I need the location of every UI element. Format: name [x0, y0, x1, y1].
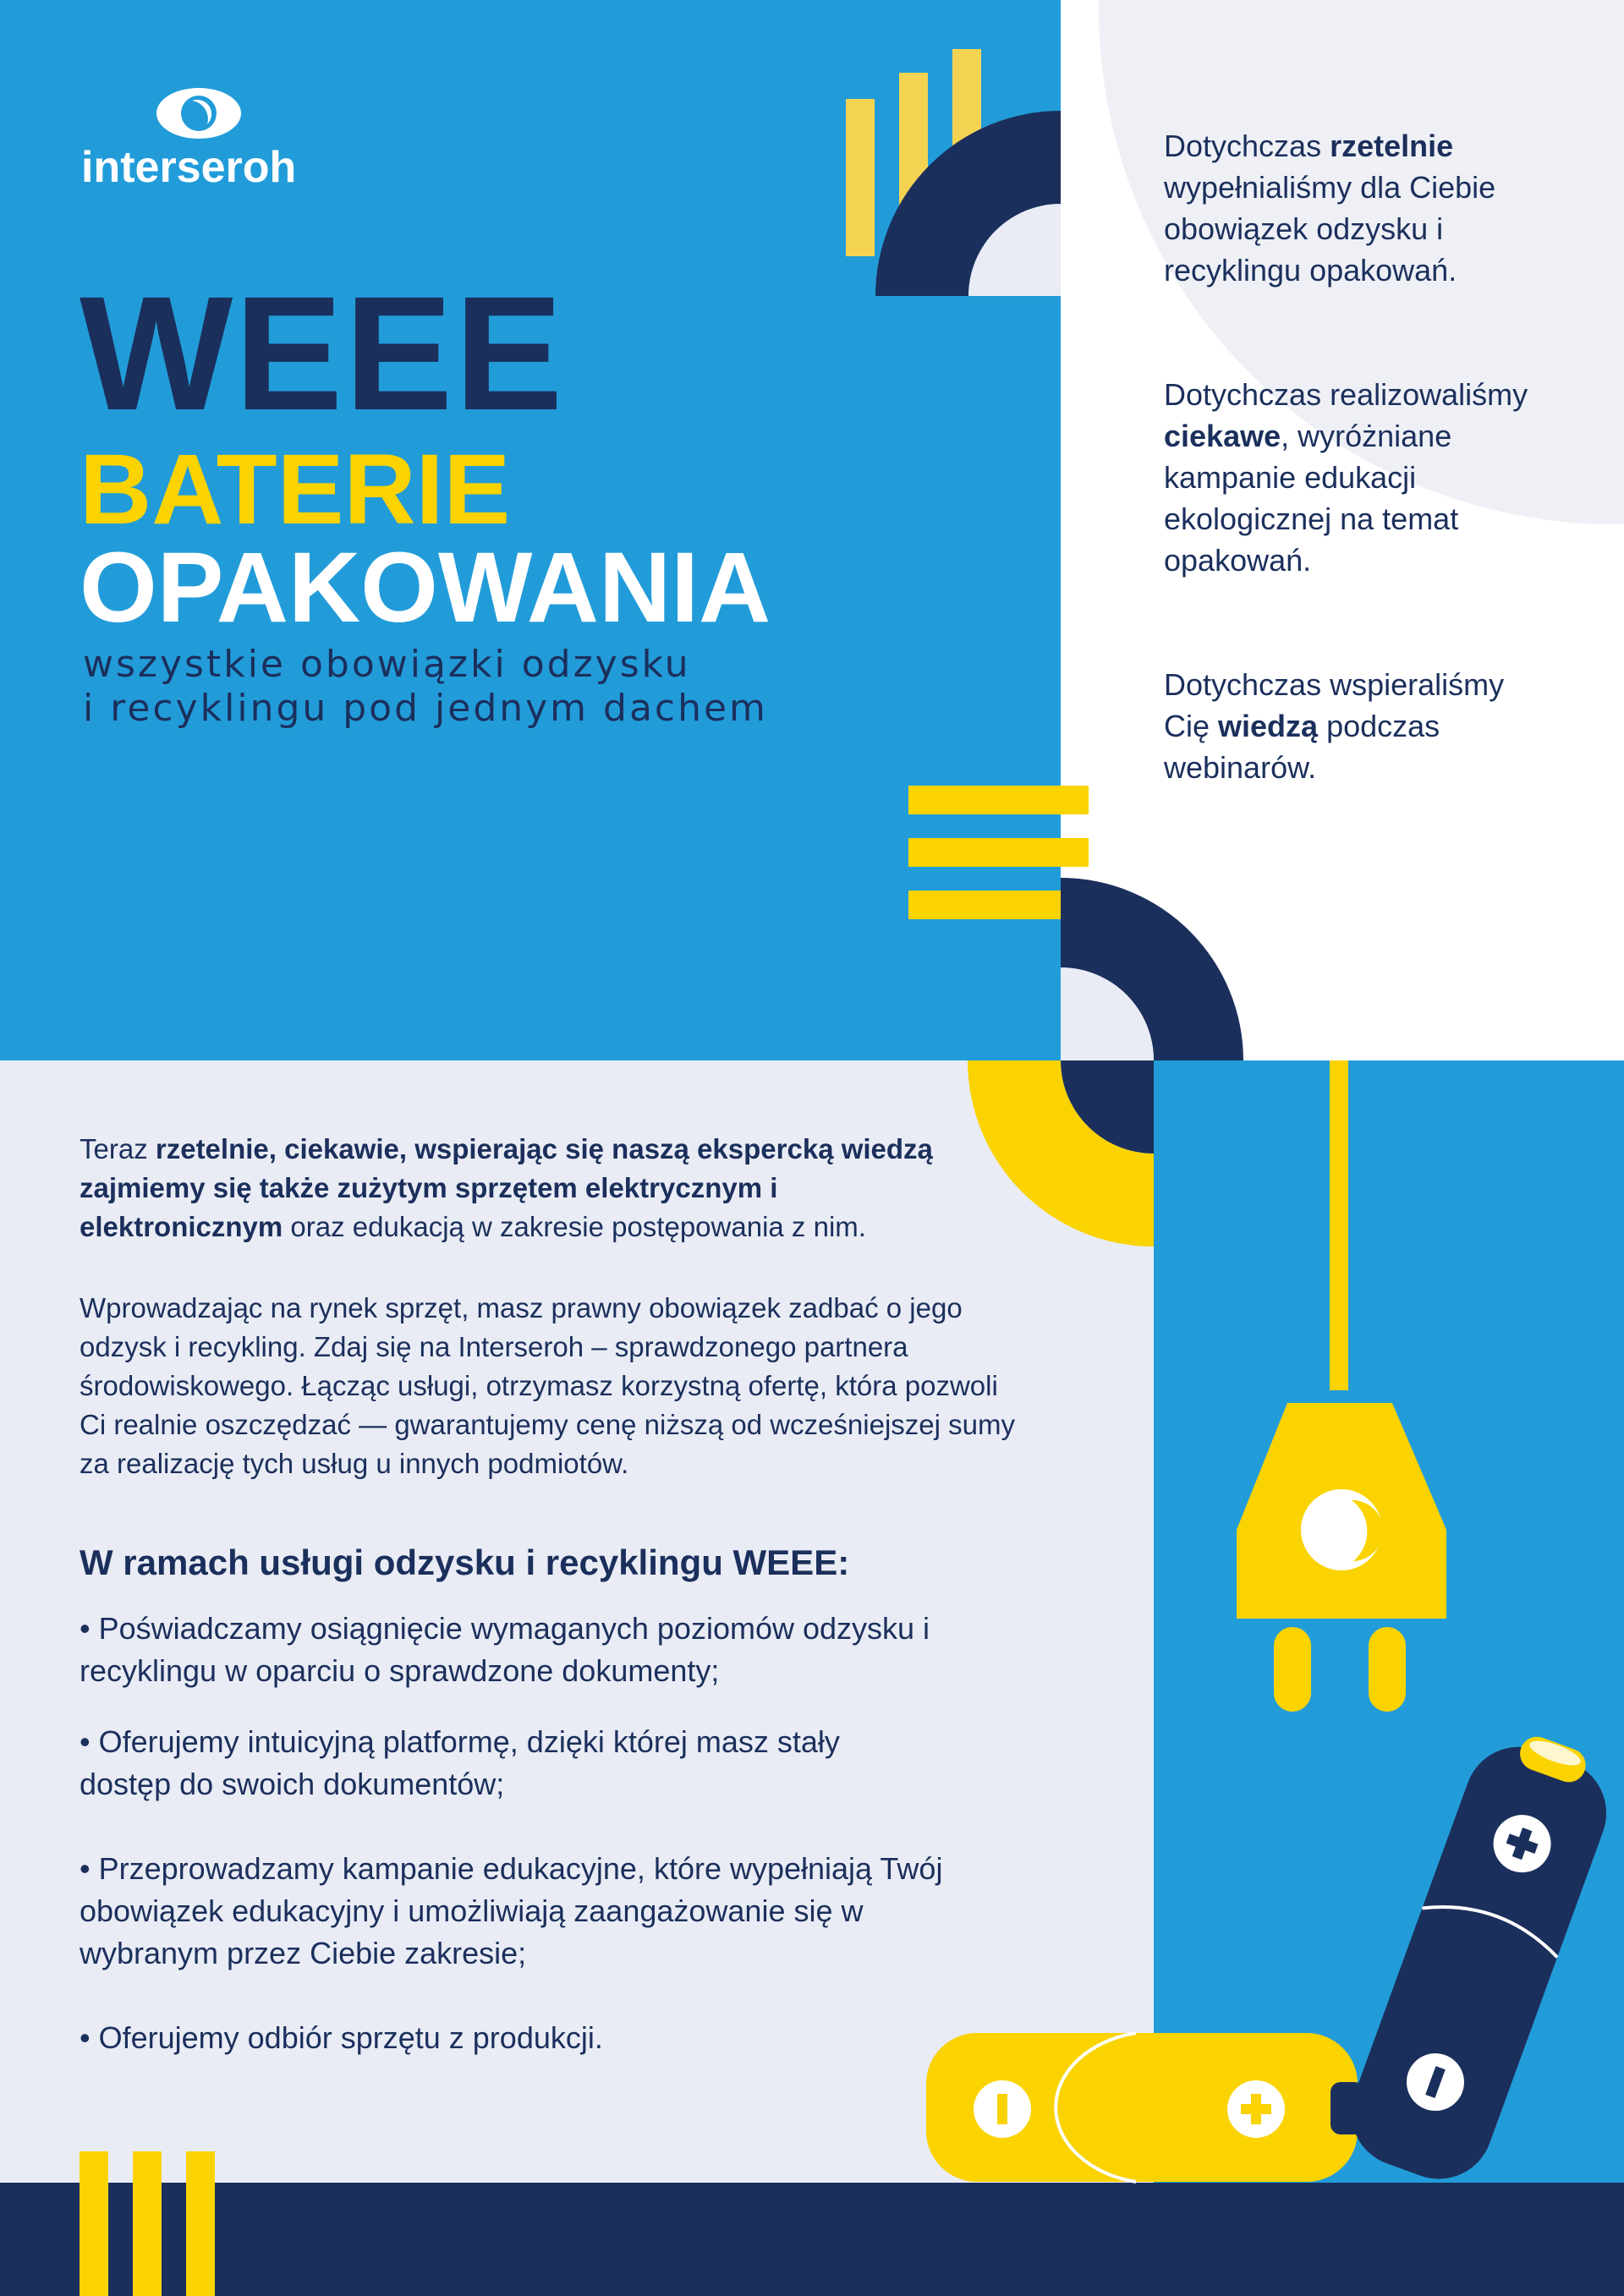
offer-paragraph: Wprowadzając na rynek sprzęt, masz prawny obowiązek zadbać o jego odzysk i recykling. Zdaj się na Interseroh – sprawdzonego partnera środowiskowego. Łącząc usługi, otrzymasz korzystną ofertę, która pozwoli Ci realnie oszczędzać — gwarantujemy cenę niższą od wcześniejszej sumy za realizację tych usług u innych podmiotów. [80, 1292, 1015, 1479]
intro-text: oraz edukacją w zakresie postępowania z nim. [283, 1211, 866, 1242]
footer-bar [80, 2151, 108, 2296]
intro-text: Teraz [80, 1133, 156, 1164]
title-opakowania: OPAKOWANIA [80, 532, 771, 644]
footer-bar [133, 2151, 162, 2296]
logo-icon [155, 86, 243, 140]
title-weee: WEEE [80, 262, 565, 444]
decor-bar [846, 99, 875, 256]
tagline-line-2: i recyklingu pod jednym dachem [83, 687, 768, 730]
plug-icon [1218, 1060, 1472, 1720]
info-text: Dotychczas [1164, 129, 1330, 163]
info-text: podczas webinarów. [1164, 709, 1440, 785]
info-block-reliability [1164, 125, 1553, 291]
info-keyword: rzetelnie [1330, 129, 1454, 163]
battery-navy-icon [1332, 1717, 1624, 2190]
decor-stripe [908, 786, 1089, 814]
info-text: , wyróżniane kampanie edukacji ekologicznej na temat opakowań. [1164, 419, 1459, 578]
service-bullet-1: • Poświadczamy osiągnięcie wymaganych poziomów odzysku i recyklingu w oparciu o sprawdzone dokumenty; [80, 1611, 930, 1688]
info-keyword: wiedzą [1218, 709, 1319, 743]
service-bullet-3: • Przeprowadzamy kampanie edukacyjne, które wypełniają Twój obowiązek edukacyjny i umożliwiają zaangażowanie się w wybranym przez Ciebie zakresie; [80, 1851, 943, 1970]
info-block-knowledge [1164, 664, 1553, 788]
info-text: Dotychczas realizowaliśmy [1164, 377, 1528, 412]
service-bullet-4: • Oferujemy odbiór sprzętu z produkcji. [80, 2020, 603, 2055]
hero-tagline [83, 643, 768, 731]
tagline-line-1: wszystkie obowiązki odzysku [83, 643, 691, 686]
services-heading: W ramach usługi odzysku i recyklingu WEEE: [80, 1543, 850, 1582]
info-block-campaigns [1164, 374, 1553, 581]
intro-paragraph [80, 1130, 976, 1247]
footer-bar [186, 2151, 215, 2296]
title-baterie: BATERIE [80, 434, 511, 545]
info-text: wypełnialiśmy dla Ciebie obowiązek odzysku i recyklingu opakowań. [1164, 170, 1496, 288]
service-bullet-2: • Oferujemy intuicyjną platformę, dzięki której masz stały dostęp do swoich dokumentów; [80, 1724, 840, 1801]
info-text: Dotychczas wspieraliśmy Cię [1164, 667, 1505, 743]
logo-text: interseroh [81, 143, 297, 192]
intro-bold: rzetelnie, ciekawie, wspierając się naszą ekspercką wiedzą zajmiemy się także zużytym sprzętem elektrycznym i elektronicznym [80, 1133, 933, 1242]
decor-stripe [908, 838, 1089, 867]
info-keyword: ciekawe [1164, 419, 1281, 453]
